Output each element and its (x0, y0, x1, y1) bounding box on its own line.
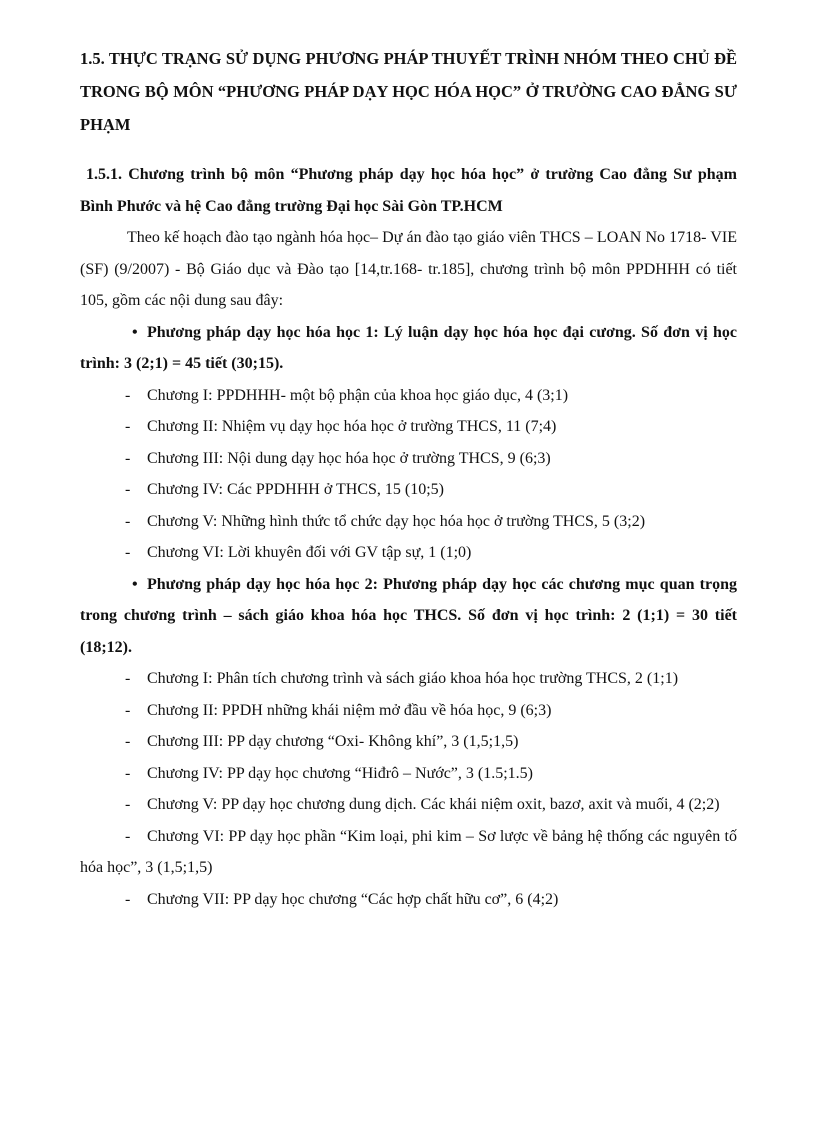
dash-icon: - (125, 418, 131, 435)
chapter-text: Chương I: Phân tích chương trình và sách giáo khoa hóa học trường THCS, 2 (1;1) (147, 670, 679, 687)
dash-icon: - (125, 544, 131, 561)
chapter-text: Chương VI: Lời khuyên đối với GV tập sự, 1 (1;0) (147, 544, 472, 561)
chapter-text: Chương VI: PP dạy học phần “Kim loại, phi kim – Sơ lược về bảng hệ thống các nguyên tố hóa học”, 3 (1,5;1,5) (80, 827, 737, 876)
dash-icon: - (125, 481, 131, 498)
module-1-heading-text: Phương pháp dạy học hóa học 1: Lý luận dạy học hóa học đại cương. Số đơn vị học trình: 3 (2;1) = 45 tiết (30;15). (80, 323, 737, 372)
module-2-heading (80, 569, 737, 664)
document-page (80, 42, 737, 915)
dash-icon: - (125, 827, 131, 845)
chapter-item (80, 443, 737, 475)
module-2-chapter-list (80, 663, 737, 915)
chapter-text: Chương VII: PP dạy học chương “Các hợp chất hữu cơ”, 6 (4;2) (147, 890, 559, 908)
chapter-item (80, 474, 737, 506)
chapter-item (80, 695, 737, 727)
chapter-item (80, 380, 737, 412)
chapter-text: Chương V: PP dạy học chương dung dịch. Các khái niệm oxit, bazơ, axit và muối, 4 (2;2) (147, 796, 720, 813)
chapter-item (80, 758, 737, 790)
chapter-text: Chương III: Nội dung dạy học hóa học ở trường THCS, 9 (6;3) (147, 449, 551, 467)
chapter-item (80, 663, 737, 695)
bullet-icon: • (132, 323, 138, 341)
module-1-chapter-list (80, 380, 737, 569)
dash-icon: - (125, 701, 131, 719)
dash-icon: - (125, 733, 131, 750)
chapter-text: Chương IV: PP dạy học chương “Hiđrô – Nước”, 3 (1.5;1.5) (147, 764, 534, 782)
dash-icon: - (125, 764, 131, 782)
dash-icon: - (125, 449, 131, 467)
chapter-item (80, 884, 737, 916)
chapter-item (80, 789, 737, 821)
dash-icon: - (125, 796, 131, 813)
subsection-title: 1.5.1. Chương trình bộ môn “Phương pháp dạy học hóa học” ở trường Cao đẳng Sư phạm Bình Phước và hệ Cao đẳng trường Đại học Sài Gòn TP.HCM (80, 166, 737, 215)
dash-icon: - (125, 670, 131, 687)
dash-icon: - (125, 512, 131, 530)
chapter-item (80, 411, 737, 443)
chapter-text: Chương II: PPDH những khái niệm mở đầu về hóa học, 9 (6;3) (147, 701, 552, 719)
dash-icon: - (125, 890, 131, 908)
bullet-icon: • (132, 575, 138, 593)
chapter-text: Chương III: PP dạy chương “Oxi- Không khí”, 3 (1,5;1,5) (147, 733, 519, 750)
chapter-item (80, 821, 737, 884)
chapter-item (80, 726, 737, 758)
chapter-text: Chương V: Những hình thức tổ chức dạy học hóa học ở trường THCS, 5 (3;2) (147, 512, 646, 530)
chapter-item (80, 506, 737, 538)
chapter-text: Chương II: Nhiệm vụ dạy học hóa học ở trường THCS, 11 (7;4) (147, 418, 557, 435)
dash-icon: - (125, 386, 131, 404)
chapter-text: Chương I: PPDHHH- một bộ phận của khoa học giáo dục, 4 (3;1) (147, 386, 569, 404)
section-title: 1.5. THỰC TRẠNG SỬ DỤNG PHƯƠNG PHÁP THUYẾT TRÌNH NHÓM THEO CHỦ ĐỀ TRONG BỘ MÔN “PHƯƠNG PHÁP DẠY HỌC HÓA HỌC” Ở TRƯỜNG CAO ĐẲNG SƯ PHẠM (80, 49, 737, 134)
intro-paragraph: Theo kế hoạch đào tạo ngành hóa học– Dự án đào tạo giáo viên THCS – LOAN No 1718- VIE (SF) (9/2007) - Bộ Giáo dục và Đào tạo [14,tr.168- tr.185], chương trình bộ môn PPDHHH có tiết 105, gồm các nội dung sau đây: (80, 229, 737, 309)
module-2-heading-text: Phương pháp dạy học hóa học 2: Phương pháp dạy học các chương mục quan trọng trong chương trình – sách giáo khoa hóa học THCS. Số đơn vị học trình: 2 (1;1) = 30 tiết (18;12). (80, 575, 737, 656)
module-1-heading (80, 317, 737, 380)
chapter-text: Chương IV: Các PPDHHH ở THCS, 15 (10;5) (147, 481, 445, 498)
chapter-item (80, 537, 737, 569)
